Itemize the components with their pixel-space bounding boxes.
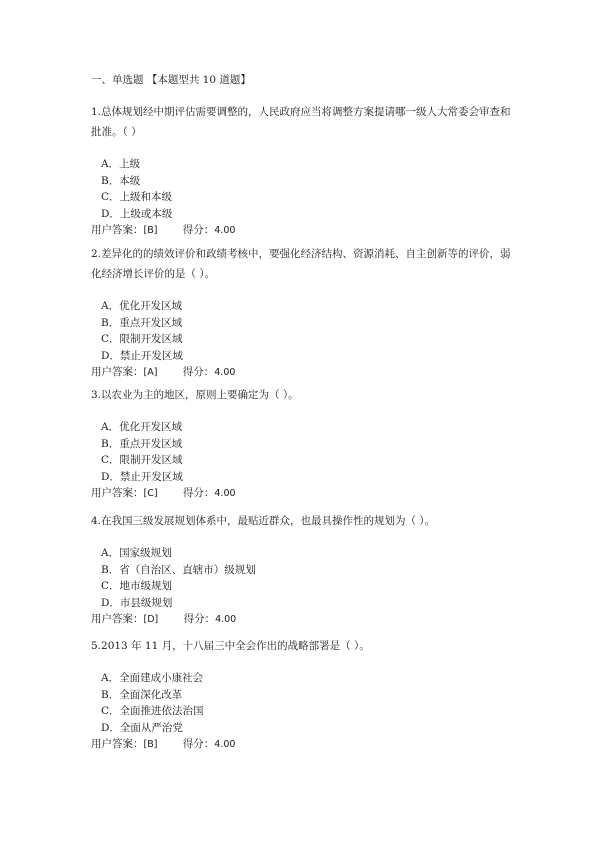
option-b[interactable]: B．本级 — [101, 174, 141, 187]
options-list — [91, 298, 516, 364]
score-label: 得分： — [182, 224, 215, 236]
score-label: 得分： — [182, 738, 215, 750]
option-d[interactable]: D．禁止开发区域 — [101, 470, 183, 483]
answer-value: [D] — [143, 614, 159, 625]
score-value: 4.00 — [214, 488, 236, 499]
question-text: 2.差异化的的绩效评价和政绩考核中，要强化经济结构、资源消耗、自主创新等的评价，弱化经济增长评价的是（ ）。 — [91, 248, 511, 280]
score-value: 4.00 — [215, 614, 237, 625]
answer-line — [91, 611, 516, 629]
question-1 — [91, 102, 516, 240]
score-value: 4.00 — [214, 225, 236, 236]
option-c[interactable]: C．限制开发区域 — [101, 454, 183, 466]
option-d[interactable]: D．禁止开发区域 — [101, 349, 183, 362]
option-d[interactable]: D．上级或本级 — [101, 207, 173, 220]
answer-label: 用户答案： — [91, 487, 144, 499]
options-list — [91, 670, 516, 736]
answer-label: 用户答案： — [91, 613, 144, 625]
option-a[interactable]: A．国家级规划 — [101, 547, 172, 559]
answer-value: [A] — [143, 367, 158, 378]
score-label: 得分： — [183, 613, 216, 625]
score-label: 得分： — [182, 487, 215, 499]
answer-line — [91, 736, 516, 754]
option-a[interactable]: A．优化开发区域 — [101, 421, 183, 433]
answer-line — [91, 222, 516, 240]
question-4 — [91, 511, 516, 629]
options-list — [91, 545, 516, 611]
answer-value: [C] — [143, 488, 158, 499]
answer-line — [91, 485, 516, 503]
section-title: 一、单选题 【本题型共 10 道题】 — [91, 74, 251, 86]
answer-label: 用户答案： — [91, 738, 144, 750]
option-b[interactable]: B．全面深化改革 — [101, 688, 183, 701]
options-list — [91, 156, 516, 222]
option-b[interactable]: B．省（自治区、直辖市）级规划 — [101, 563, 256, 576]
answer-value: [B] — [143, 739, 158, 750]
option-a[interactable]: A．全面建成小康社会 — [101, 672, 204, 684]
score-label: 得分： — [182, 366, 215, 378]
answer-label: 用户答案： — [91, 366, 144, 378]
option-a[interactable]: A．上级 — [101, 158, 141, 170]
question-text: 4.在我国三级发展规划体系中，最贴近群众，也最具操作性的规划为（ ）。 — [91, 515, 436, 527]
option-c[interactable]: C．地市级规划 — [101, 580, 173, 592]
question-5 — [91, 636, 516, 754]
option-c[interactable]: C．上级和本级 — [101, 191, 173, 203]
option-b[interactable]: B．重点开发区域 — [101, 316, 183, 329]
answer-value: [B] — [143, 225, 158, 236]
question-3 — [91, 385, 516, 503]
score-value: 4.00 — [214, 739, 236, 750]
score-value: 4.00 — [214, 367, 236, 378]
option-b[interactable]: B．重点开发区域 — [101, 437, 183, 450]
question-2 — [91, 244, 516, 382]
option-d[interactable]: D．全面从严治党 — [101, 721, 183, 734]
option-c[interactable]: C．全面推进依法治国 — [101, 705, 204, 717]
option-d[interactable]: D．市县级规划 — [101, 596, 173, 609]
option-a[interactable]: A．优化开发区域 — [101, 300, 183, 312]
question-text: 3.以农业为主的地区，原则上要确定为（ ）。 — [91, 389, 299, 401]
answer-line — [91, 364, 516, 382]
question-text: 5.2013 年 11 月，十八届三中全会作出的战略部署是（ ）。 — [91, 640, 370, 652]
option-c[interactable]: C．限制开发区域 — [101, 333, 183, 345]
options-list — [91, 419, 516, 485]
answer-label: 用户答案： — [91, 224, 144, 236]
question-text: 1.总体规划经中期评估需要调整的，人民政府应当将调整方案提请哪一级人大常委会审查和批准。（ ） — [91, 106, 511, 138]
